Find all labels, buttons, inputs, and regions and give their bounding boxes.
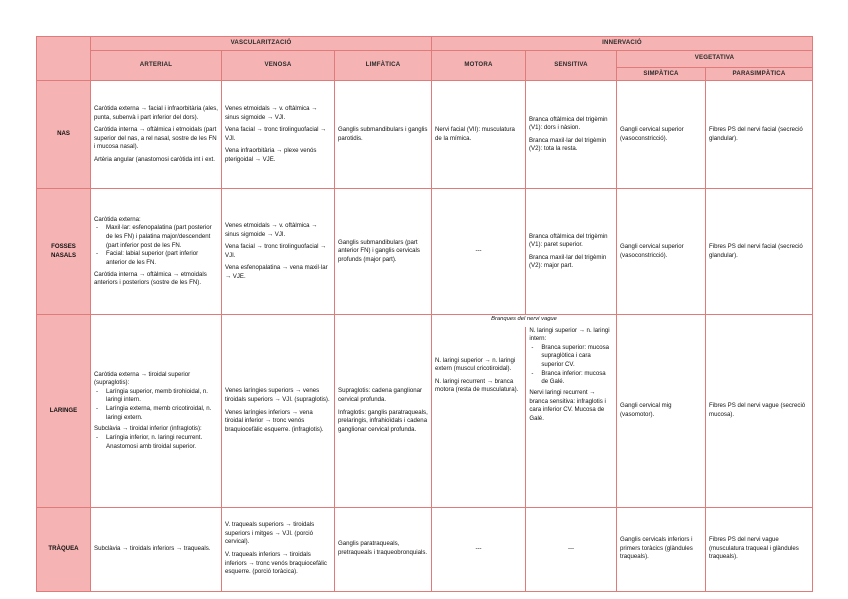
header-motora: MOTORA (432, 50, 526, 81)
laringe-arterial-list (94, 388, 218, 423)
list-item: - Facial: labial superior (part inferior anterior de les FN. (106, 250, 218, 267)
laringe-simpatica: Gangli cervical mig (vasomotor). (617, 315, 706, 507)
header-simpatica: SIMPÀTICA (617, 67, 706, 81)
header-arterial: ARTERIAL (91, 50, 222, 81)
fosses-motora: --- (432, 189, 526, 315)
laringe-limfatica-1: Supraglotis: cadena ganglionar cervical profunda. (338, 387, 423, 403)
list-item: - Branca superior: mucosa supraglòtica i cara superior CV. (541, 344, 613, 370)
row-label-nas: NAS (37, 81, 91, 189)
nas-venosa (222, 81, 335, 189)
laringe-sensitiva (526, 327, 616, 507)
traquea-limfatica: Ganglis paratraqueals, pretraqueals i traqueobronquials. (335, 507, 432, 591)
table-row-laringe (37, 315, 813, 507)
laringe-venosa-1: Venes laríngies superiors → venes tiroidals superiors → VJI. (supraglotis). (225, 387, 330, 403)
traquea-venosa (222, 507, 335, 591)
laringe-arterial (91, 315, 222, 507)
nas-sensitiva (526, 81, 617, 189)
laringe-parasimpatica: Fibres PS del nervi vague (secreció mucosa). (706, 315, 813, 507)
anatomy-table (36, 36, 813, 592)
traquea-venosa-2: V. traqueals inferiors → tiroidals inferiors → tronc venós braquiocefàlic esquerre. (porció toràcica). (225, 551, 327, 576)
nas-venosa-1: Venes etmoidals → v. oftàlmica → sinus sigmoide → VJI. (225, 104, 318, 121)
nas-arterial-1: Caròtida externa → facial i infraorbitària (ales, punta, subenvà i part inferior del dors). (94, 104, 218, 121)
list-item: - Maxil·lar: esfenopalatina (part posterior de les FN) i palatina major/descendent (part inferior post de les FN. (106, 224, 218, 250)
traquea-parasimpatica: Fibres PS del nervi vague (musculatura traqueal i glàndules traqueals). (706, 507, 813, 591)
traquea-arterial: Subclàvia → tiroidals inferiors → traqueals. (91, 507, 222, 591)
nas-venosa-3: Vena infraorbitària → plexe venós pterigoidal → VJE. (225, 147, 317, 164)
fosses-arterial-list (94, 224, 218, 267)
header-vascularitzacio: VASCULARITZACIÓ (91, 37, 432, 51)
laringe-venosa (222, 315, 335, 507)
nas-sensitiva-2: Branca maxil·lar del trigèmin (V2): tota la resta. (529, 136, 607, 153)
nas-sensitiva-1: Branca oftàlmica del trigèmin (V1): dors i nàsion. (529, 115, 608, 132)
fosses-arterial-after: Caròtida interna → oftàlmica → etmoidals anteriors i posteriors (sostre de les FN). (94, 270, 207, 287)
header-corner (37, 37, 91, 81)
traquea-sensitiva: --- (526, 507, 617, 591)
table-row-traquea (37, 507, 813, 591)
fosses-sensitiva-1: Branca oftàlmica del trigèmin (V1): paret superior. (529, 232, 608, 249)
fosses-sensitiva-2: Branca maxil·lar del trigèmin (V2): major part. (529, 253, 607, 270)
laringe-motora-sensitiva (432, 315, 617, 507)
laringe-motora-1: N. laringi superior → n. laringi extern (muscul cricotiroidal). (435, 356, 516, 373)
laringe-motora (432, 327, 526, 507)
header-innervacio: INNERVACIÓ (432, 37, 813, 51)
nas-motora: Nervi facial (VII): musculatura de la mímica. (432, 81, 526, 189)
fosses-simpatica: Gangli cervical superior (vasoconstricció). (617, 189, 706, 315)
header-vegetativa: VEGETATIVA (617, 50, 813, 67)
list-item: - Laríngia externa, memb cricotiroidal, n. laringi extern. (106, 405, 218, 422)
header-limfatica: LIMFÀTICA (335, 50, 432, 81)
fosses-arterial-intro: Caròtida externa: (94, 215, 141, 223)
row-label-fosses-line2: NASALS (50, 251, 77, 259)
traquea-venosa-1: V. traqueals superiors → tiroidals superiors i mitges → VJI. (porció cervical). (225, 521, 315, 546)
traquea-simpatica: Ganglis cervicals inferiors i primers toràcics (glàndules traqueals). (617, 507, 706, 591)
fosses-arterial (91, 189, 222, 315)
header-venosa: VENOSA (222, 50, 335, 81)
list-item: - Laríngia superior, memb tirohioidal, n. laringi intern. (106, 388, 218, 405)
fosses-venosa-1: Venes etmoidals → v. oftàlmica → sinus sigmoide → VJI. (225, 221, 318, 238)
nas-arterial-3: Artèria angular (anastomosi caròtida int i ext. (94, 156, 215, 164)
laringe-sensitiva-after: Nervi laringi recurrent → branca sensitiva: infraglotis i cara inferior CV. Mucosa de Galé. (529, 388, 606, 422)
nas-simpatica: Gangli cervical superior (vasoconstricció). (617, 81, 706, 189)
nas-limfatica: Ganglis submandibulars i ganglis parotidis. (335, 81, 432, 189)
row-label-laringe: LARINGE (37, 315, 91, 507)
laringe-sensitiva-intro: N. laringi superior → n. laringi intern: (529, 326, 610, 343)
row-label-traquea: TRÀQUEA (37, 507, 91, 591)
laringe-arterial-intro: Caròtida externa → tiroidal superior (supraglotis): (94, 370, 191, 387)
fosses-parasimpatica: Fibres PS del nervi facial (secreció glandular). (706, 189, 813, 315)
laringe-limfatica (335, 315, 432, 507)
list-item: - Branca inferior: mucosa de Galé. (541, 370, 613, 387)
laringe-limfatica-2: Infraglotis: ganglis paratraqueals, prelaringis, infrahioïdals i cadena ganglionar cervical profunda. (338, 408, 428, 433)
nas-arterial (91, 81, 222, 189)
fosses-venosa-2: Vena facial → tronc tirolinguofacial → VJI. (225, 243, 327, 259)
table-row-fosses-nasals (37, 189, 813, 315)
traquea-motora: --- (432, 507, 526, 591)
fosses-sensitiva (526, 189, 617, 315)
laringe-arterial-after: Subclàvia → tiroidal inferior (infraglotis): (94, 425, 202, 433)
fosses-venosa (222, 189, 335, 315)
laringe-inner-table (432, 327, 616, 507)
nas-arterial-2: Caròtida interna → oftàlmica i etmoidals (part superior del nas, a rel nasal, sostre de les FN i mucosa nasal). (94, 126, 217, 151)
list-item: - Laríngia inferior, n. laringi recurrent. Anastomosi amb tiroidal superior. (106, 434, 218, 451)
row-label-fosses-nasals (37, 189, 91, 315)
laringe-venosa-2: Venes laríngies inferiors → vena tiroidal inferior → tronc venós braquiocefàlic esquerre. (infraglotis). (225, 408, 324, 433)
laringe-sensitiva-list (529, 344, 613, 387)
fosses-venosa-3: Vena esfenopalatina → vena maxil·lar → VJE. (225, 264, 328, 281)
nas-venosa-2: Vena facial → tronc tirolinguofacial → VJI. (225, 126, 327, 142)
nas-parasimpatica: Fibres PS del nervi facial (secreció glandular). (706, 81, 813, 189)
table-row-nas (37, 81, 813, 189)
row-label-fosses-line1: FOSSES (51, 243, 76, 251)
laringe-arterial-list2 (94, 434, 218, 451)
header-parasimpatica: PARASIMPÀTICA (706, 67, 813, 81)
laringe-nervi-vague-note: Branques del nervi vague (491, 316, 557, 323)
fosses-limfatica: Ganglis submandibulars (part anterior FN) i ganglis cervicals profunds (major part). (335, 189, 432, 315)
laringe-motora-2: N. laringi recurrent → branca motora (resta de musculatura). (435, 377, 519, 394)
header-sensitiva: SENSITIVA (526, 50, 617, 81)
